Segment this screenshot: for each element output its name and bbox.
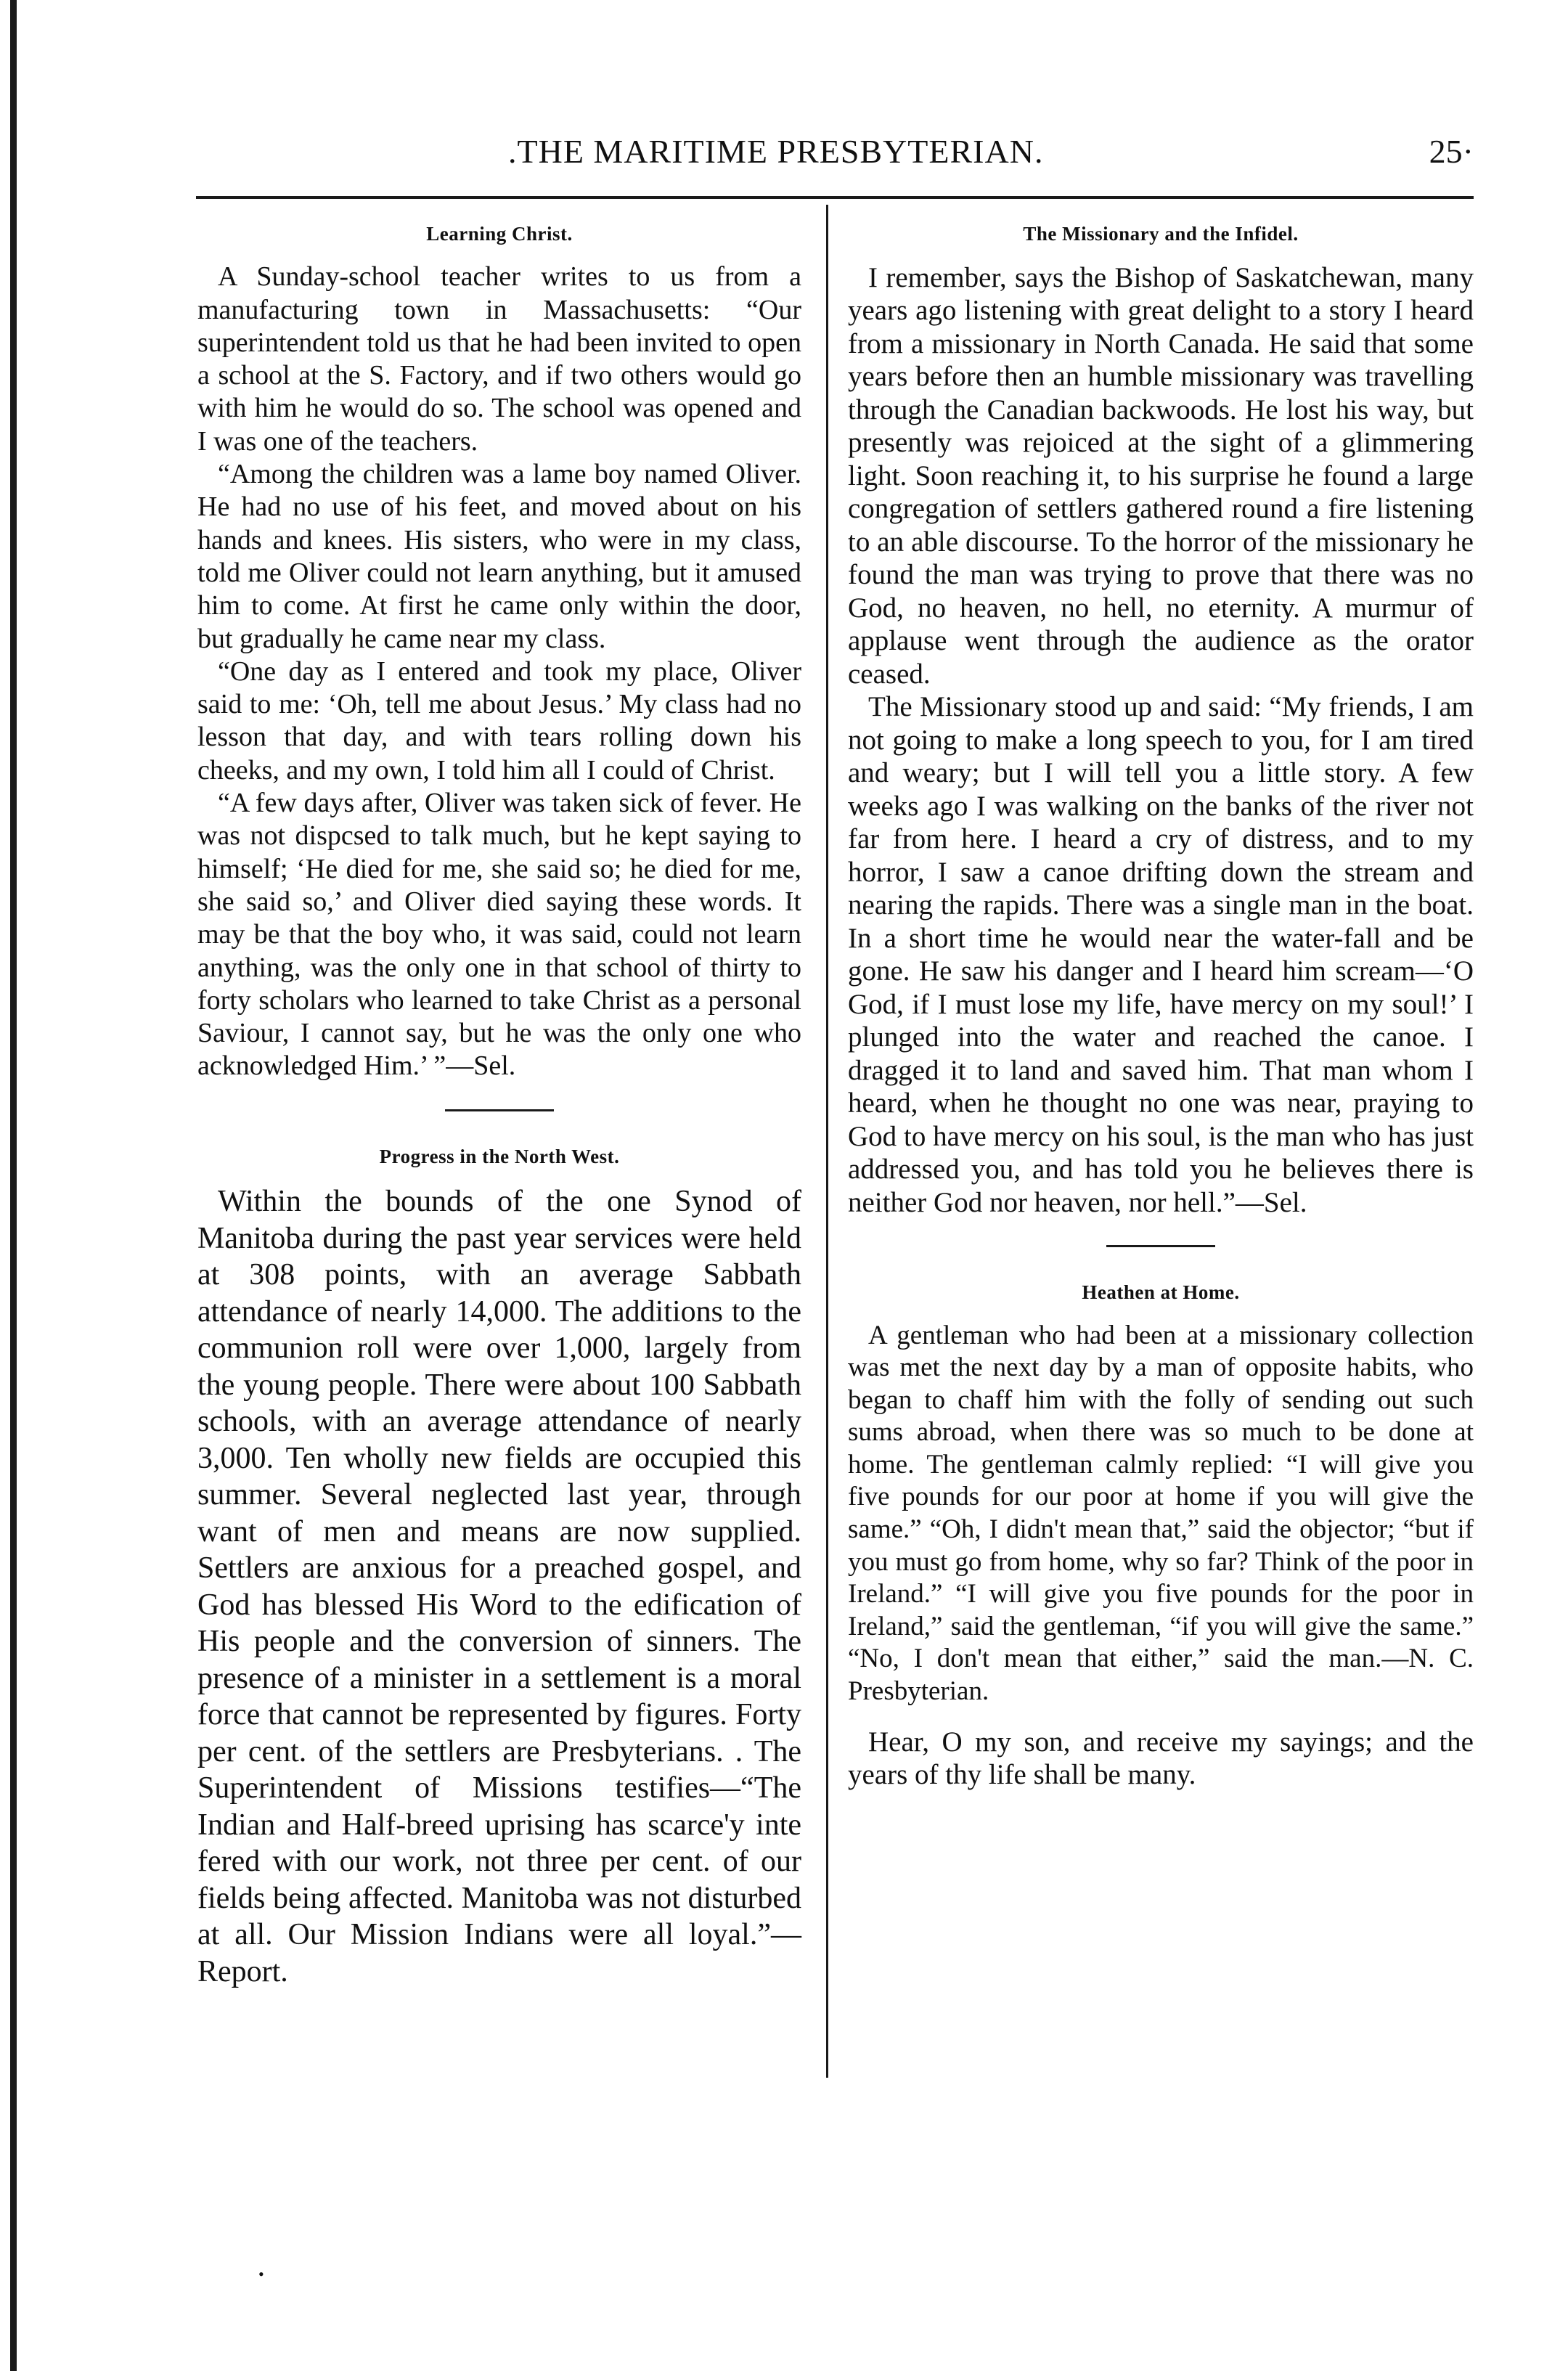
right-column — [848, 218, 1474, 1792]
article-heading: Progress in the North West. — [379, 1145, 620, 1167]
article-heading: Heathen at Home. — [1082, 1281, 1240, 1303]
page-edge-rule — [10, 0, 17, 2371]
article-heading: Learning Christ. — [426, 223, 573, 245]
article-heading: The Missionary and the Infidel. — [1023, 223, 1299, 245]
column-divider — [826, 205, 828, 2078]
article-paragraph: A Sunday-school teacher writes to us from a manufacturing town in Massachusetts: “Our superintendent told us that he had been invited to open a school at the S. Factory, and if two others would go with him he would do so. The school was opened and I was one of the teachers. — [197, 261, 801, 457]
article-paragraph: A gentleman who had been at a missionary collection was met the next day by a man of opposite habits, who began to chaff him with the folly of sending out such sums abroad, when there was so much to be done at home. The gentleman calmly replied: “I will give you five pounds for our poor at home if you will give the same.” “Oh, I didn't mean that,” said the objector; “but if you must go from home, why so far? Think of the poor in Ireland.” “I will give you five pounds for the poor in Ireland,” said the gentleman, “if you will give the same.” “No, I don't mean that either,” said the man.—N. C. Presbyterian. — [848, 1320, 1474, 1707]
article-paragraph: “A few days after, Oliver was taken sick of fever. He was not dispcsed to talk much, but he kept saying to himself; ‘He died for me, she said so; he died for me, she said so,’ and Oliver died saying these words. It may be that the boy who, it was said, could not learn anything, was the only one in that school of thirty to forty scholars who learned to take Christ as a personal Saviour, I cannot say, but he was the only one who acknowledged Him.’ ”—Sel. — [197, 788, 801, 1082]
closing-verse: Hear, O my son, and receive my sayings; and the years of thy life shall be many. — [848, 1726, 1474, 1791]
article-paragraph: The Missionary stood up and said: “My friends, I am not going to make a long speech to you, for I am tired and weary; but I will tell you a little story. A few weeks ago I was walking on the banks of the river not far from here. I heard a cry of distress, and to my horror, I saw a canoe drifting down the stream and nearing the rapids. There was a single man in the boat. In a short time he would near the water-fall and be gone. He saw his danger and I heard him scream—‘O God, if I must lose my life, have mercy on my soul!’ I plunged into the water and reached the canoe. I dragged it to land and saved him. That man whom I heard, when he thought no one was near, praying to God to have mercy on his soul, is the man who has just addressed you, and has told you he believes there is neither God nor heaven, nor hell.”—Sel. — [848, 691, 1474, 1218]
header-rule — [196, 196, 1474, 199]
article-paragraph: Within the bounds of the one Synod of Manitoba during the past year services were held at 308 points, with an average Sabbath attendance of nearly 14,000. The additions to the communion roll were over 1,000, largely from the young people. There were about 100 Sabbath schools, with an average attendance of nearly 3,000. Ten wholly new fields are occupied this summer. Several neglected last year, through want of men and means are now supplied. Settlers are anxious for a preached gospel, and God has blessed His Word to the edification of His people and the conversion of sinners. The presence of a minister in a settlement is a moral force that cannot be represented by figures. Forty per cent. of the settlers are Presbyterians. . The Superintendent of Missions testifies—“The Indian and Half-breed uprising has scarce'y inte fered with our work, not three per cent. of our fields being affected. Manitoba was not disturbed at all. Our Mission Indians were all loyal.”—Report. — [197, 1185, 801, 1988]
page-number: 25· — [1429, 133, 1474, 170]
article-paragraph: I remember, says the Bishop of Saskatchewan, many years ago listening with great delight to a story I heard from a missionary in North Canada. He said that some years before then an humble missionary was travelling through the Canadian backwoods. He lost his way, but presently was rejoiced at the sight of a glimmering light. Soon reaching it, to his surprise he found a large congregation of settlers gathered round a fire listening to an able discourse. To the horror of the missionary he found the man was trying to prove that there was no God, no heaven, no hell, no eternity. A murmur of applause went through the audience as the orator ceased. — [848, 261, 1474, 690]
section-separator — [1106, 1245, 1215, 1247]
print-mark: • — [258, 2265, 264, 2283]
article-paragraph: “One day as I entered and took my place, Oliver said to me: ‘Oh, tell me about Jesus.’ My class had no lesson that day, and with tears rolling down his cheeks, and my own, I told him all I could of Christ. — [197, 656, 801, 785]
article-paragraph: “Among the children was a lame boy named Oliver. He had no use of his feet, and moved about on his hands and knees. His sisters, who were in my class, told me Oliver could not learn anything, but it amused him to come. At first he came only within the door, but gradually he came near my class. — [197, 459, 801, 654]
section-separator — [445, 1109, 554, 1111]
left-column — [197, 218, 801, 1990]
publication-title: .THE MARITIME PRESBYTERIAN. — [508, 133, 1044, 170]
running-header — [196, 132, 1474, 179]
